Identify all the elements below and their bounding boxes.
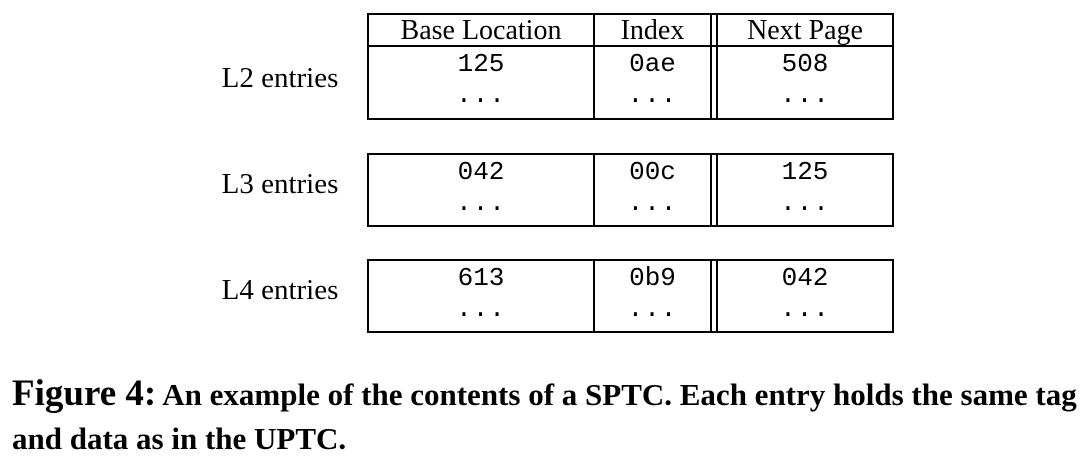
l4-base-ellipsis: ... <box>456 294 506 324</box>
l4-entries-block <box>367 259 894 333</box>
column-double-divider-left <box>710 155 712 225</box>
l2-base-location: 125 <box>457 49 505 79</box>
l3-next-ellipsis: ... <box>780 188 830 218</box>
l4-base-location: 613 <box>457 263 505 293</box>
header-index: Index <box>620 15 685 46</box>
l3-base-ellipsis: ... <box>456 188 506 218</box>
l2-entries-label: L2 entries <box>221 62 339 94</box>
column-double-divider-left <box>710 15 712 47</box>
l2-index-ellipsis: ... <box>627 80 678 110</box>
header-base-location: Base Location <box>400 15 562 46</box>
l3-base-location: 042 <box>457 157 505 187</box>
column-double-divider-left <box>710 47 712 118</box>
header-next-page: Next Page <box>747 15 863 46</box>
l3-index: 00c <box>629 157 676 187</box>
figure-label: Figure 4: <box>12 373 157 414</box>
l3-index-ellipsis: ... <box>627 188 678 218</box>
l4-next-page: 042 <box>781 263 829 293</box>
l3-entries-block <box>367 153 894 227</box>
l2-base-ellipsis: ... <box>456 80 506 110</box>
figure-caption <box>12 372 1080 461</box>
l3-entries-label: L3 entries <box>221 168 339 200</box>
column-double-divider-left <box>710 261 712 331</box>
l3-next-page: 125 <box>781 157 829 187</box>
table-header-row <box>367 13 894 47</box>
l2-next-ellipsis: ... <box>780 80 830 110</box>
l2-next-page: 508 <box>781 49 829 79</box>
l2-entries-block <box>367 45 894 120</box>
caption-text: An example of the contents of a SPTC. Each entry holds the same tag and data as in the UPTC. <box>12 377 1077 456</box>
l2-index: 0ae <box>629 49 676 79</box>
l4-index: 0b9 <box>629 263 676 293</box>
l4-entries-label: L4 entries <box>221 274 339 306</box>
l4-next-ellipsis: ... <box>780 294 830 324</box>
l4-index-ellipsis: ... <box>627 294 678 324</box>
